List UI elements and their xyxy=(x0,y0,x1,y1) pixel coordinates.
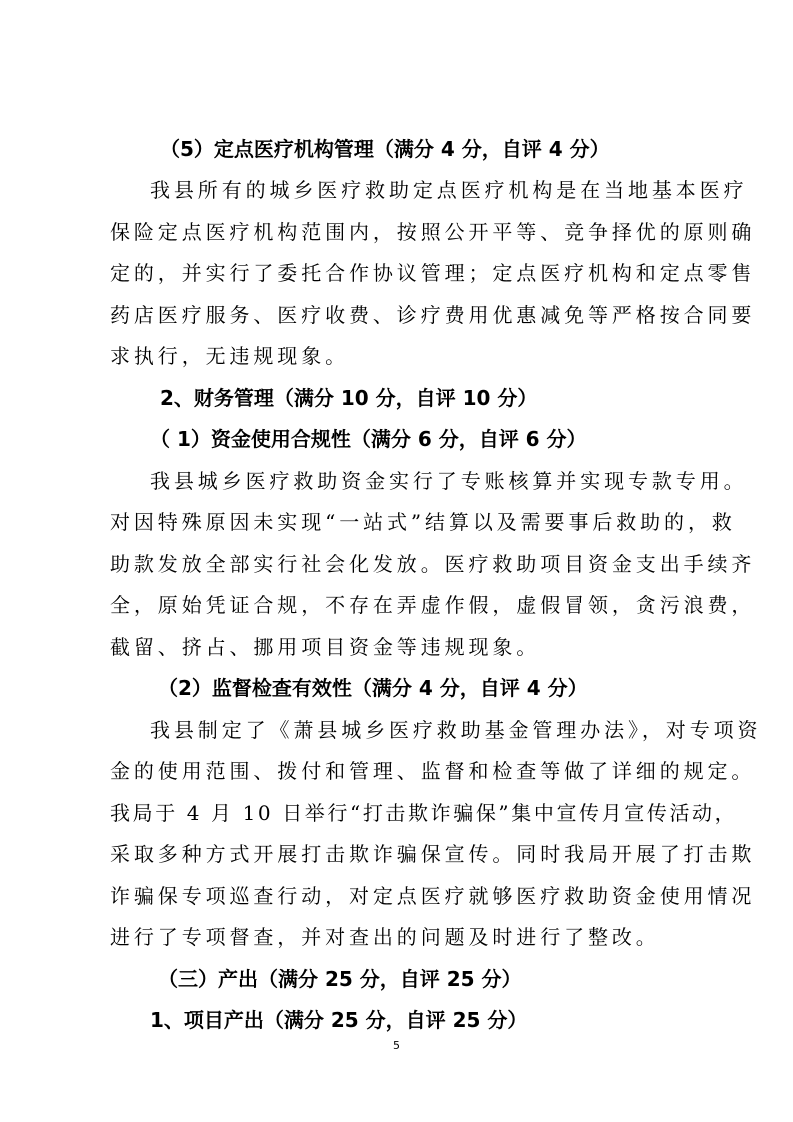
paragraph-line: 我县制定了《萧县城乡医疗救助基金管理办法》，对专项资 xyxy=(150,718,762,742)
paragraph-line: 助款发放全部实行社会化发放。医疗救助项目资金支出手续齐 xyxy=(110,552,756,576)
paragraph-line: 全，原始凭证合规，不存在弄虚作假，虚假冒领，贪污浪费， xyxy=(110,593,756,617)
paragraph-line: 进行了专项督查，并对查出的问题及时进行了整改。 xyxy=(110,925,660,949)
paragraph-line: 我县城乡医疗救助资金实行了专账核算并实现专款专用。 xyxy=(150,469,748,493)
paragraph-line: 求执行，无违规现象。 xyxy=(110,344,349,368)
section-heading-financial-management: 2、财务管理（满分 10 分，自评 10 分） xyxy=(160,386,538,410)
section-heading-supervision: （2）监督检查有效性（满分 4 分，自评 4 分） xyxy=(158,676,588,700)
paragraph-line: 药店医疗服务、医疗收费、诊疗费用优惠减免等严格按合同要 xyxy=(110,303,756,327)
paragraph-line: 我县所有的城乡医疗救助定点医疗机构是在当地基本医疗 xyxy=(150,178,748,202)
paragraph-line: 采取多种方式开展打击欺诈骗保宣传。同时我局开展了打击欺 xyxy=(110,842,756,866)
paragraph-line: 我局于 4 月 10 日举行“打击欺诈骗保”集中宣传月宣传活动， xyxy=(110,801,738,825)
section-heading-fund-compliance: （ 1）资金使用合规性（满分 6 分，自评 6 分） xyxy=(150,427,587,451)
paragraph-line: 截留、挤占、挪用项目资金等违规现象。 xyxy=(110,635,541,659)
paragraph-line: 定的，并实行了委托合作协议管理；定点医疗机构和定点零售 xyxy=(110,261,756,285)
section-heading-project-output: 1、项目产出（满分 25 分，自评 25 分） xyxy=(150,1008,528,1032)
paragraph-line: 金的使用范围、拨付和管理、监督和检查等做了详细的规定。 xyxy=(110,759,756,783)
paragraph-line: 对因特殊原因未实现“一站式”结算以及需要事后救助的，救 xyxy=(110,510,736,534)
paragraph-line: 保险定点医疗机构范围内，按照公开平等、竞争择优的原则确 xyxy=(110,220,756,244)
section-heading-designated-institutions: （5）定点医疗机构管理（满分 4 分，自评 4 分） xyxy=(160,137,610,161)
page-number: 5 xyxy=(393,1039,400,1052)
paragraph-line: 诈骗保专项巡查行动，对定点医疗就够医疗救助资金使用情况 xyxy=(110,884,756,908)
section-heading-output: （三）产出（满分 25 分，自评 25 分） xyxy=(158,967,522,991)
